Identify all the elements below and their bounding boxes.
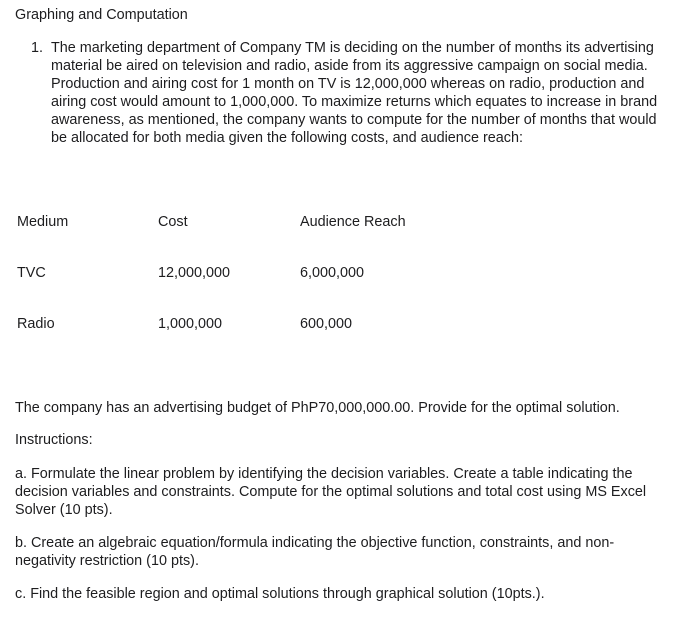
question-line: awareness, as mentioned, the company wants to compute for the number of months that would (51, 112, 657, 128)
question-line: The marketing department of Company TM is deciding on the number of months its advertising (51, 40, 654, 56)
table-cell-cost: 1,000,000 (158, 316, 223, 332)
question-number: 1. (31, 40, 44, 56)
instruction-item-b (15, 534, 614, 570)
question-line: airing cost would amount to 1,000,000. To maximize returns which equates to increase in brand (51, 94, 658, 110)
table-cell-cost: 12,000,000 (158, 265, 231, 281)
question-line: material be aired on television and radio, aside from its aggressive campaign on social media. (51, 58, 648, 74)
table-header-medium: Medium (17, 214, 69, 230)
instruction-line: b. Create an algebraic equation/formula indicating the objective function, constraints, and non- (15, 535, 615, 551)
instruction-line: a. Formulate the linear problem by identifying the decision variables. Create a table indicating the (15, 466, 633, 482)
instruction-line: decision variables and constraints. Compute for the optimal solutions and total cost using MS Excel (15, 484, 647, 500)
instruction-line: Solver (10 pts). (15, 502, 113, 518)
table-cell-audience-reach: 6,000,000 (300, 265, 365, 281)
table-cell-audience-reach: 600,000 (300, 316, 353, 332)
table-cell-medium: TVC (17, 265, 46, 281)
page-heading: Graphing and Computation (15, 7, 188, 23)
question-line: Production and airing cost for 1 month on TV is 12,000,000 whereas on radio, production and (51, 76, 645, 92)
instructions-label: Instructions: (15, 432, 93, 448)
instruction-item-c: c. Find the feasible region and optimal solutions through graphical solution (10pts.). (15, 586, 545, 602)
table-header-cost: Cost (158, 214, 188, 230)
question-text (51, 39, 691, 147)
budget-text: The company has an advertising budget of PhP70,000,000.00. Provide for the optimal solution. (15, 400, 620, 416)
instruction-item-a (15, 465, 646, 519)
table-cell-medium: Radio (17, 316, 55, 332)
question-line: be allocated for both media given the following costs, and audience reach: (51, 130, 523, 146)
table-header-audience-reach: Audience Reach (300, 214, 406, 230)
instruction-line: negativity restriction (10 pts). (15, 553, 199, 569)
